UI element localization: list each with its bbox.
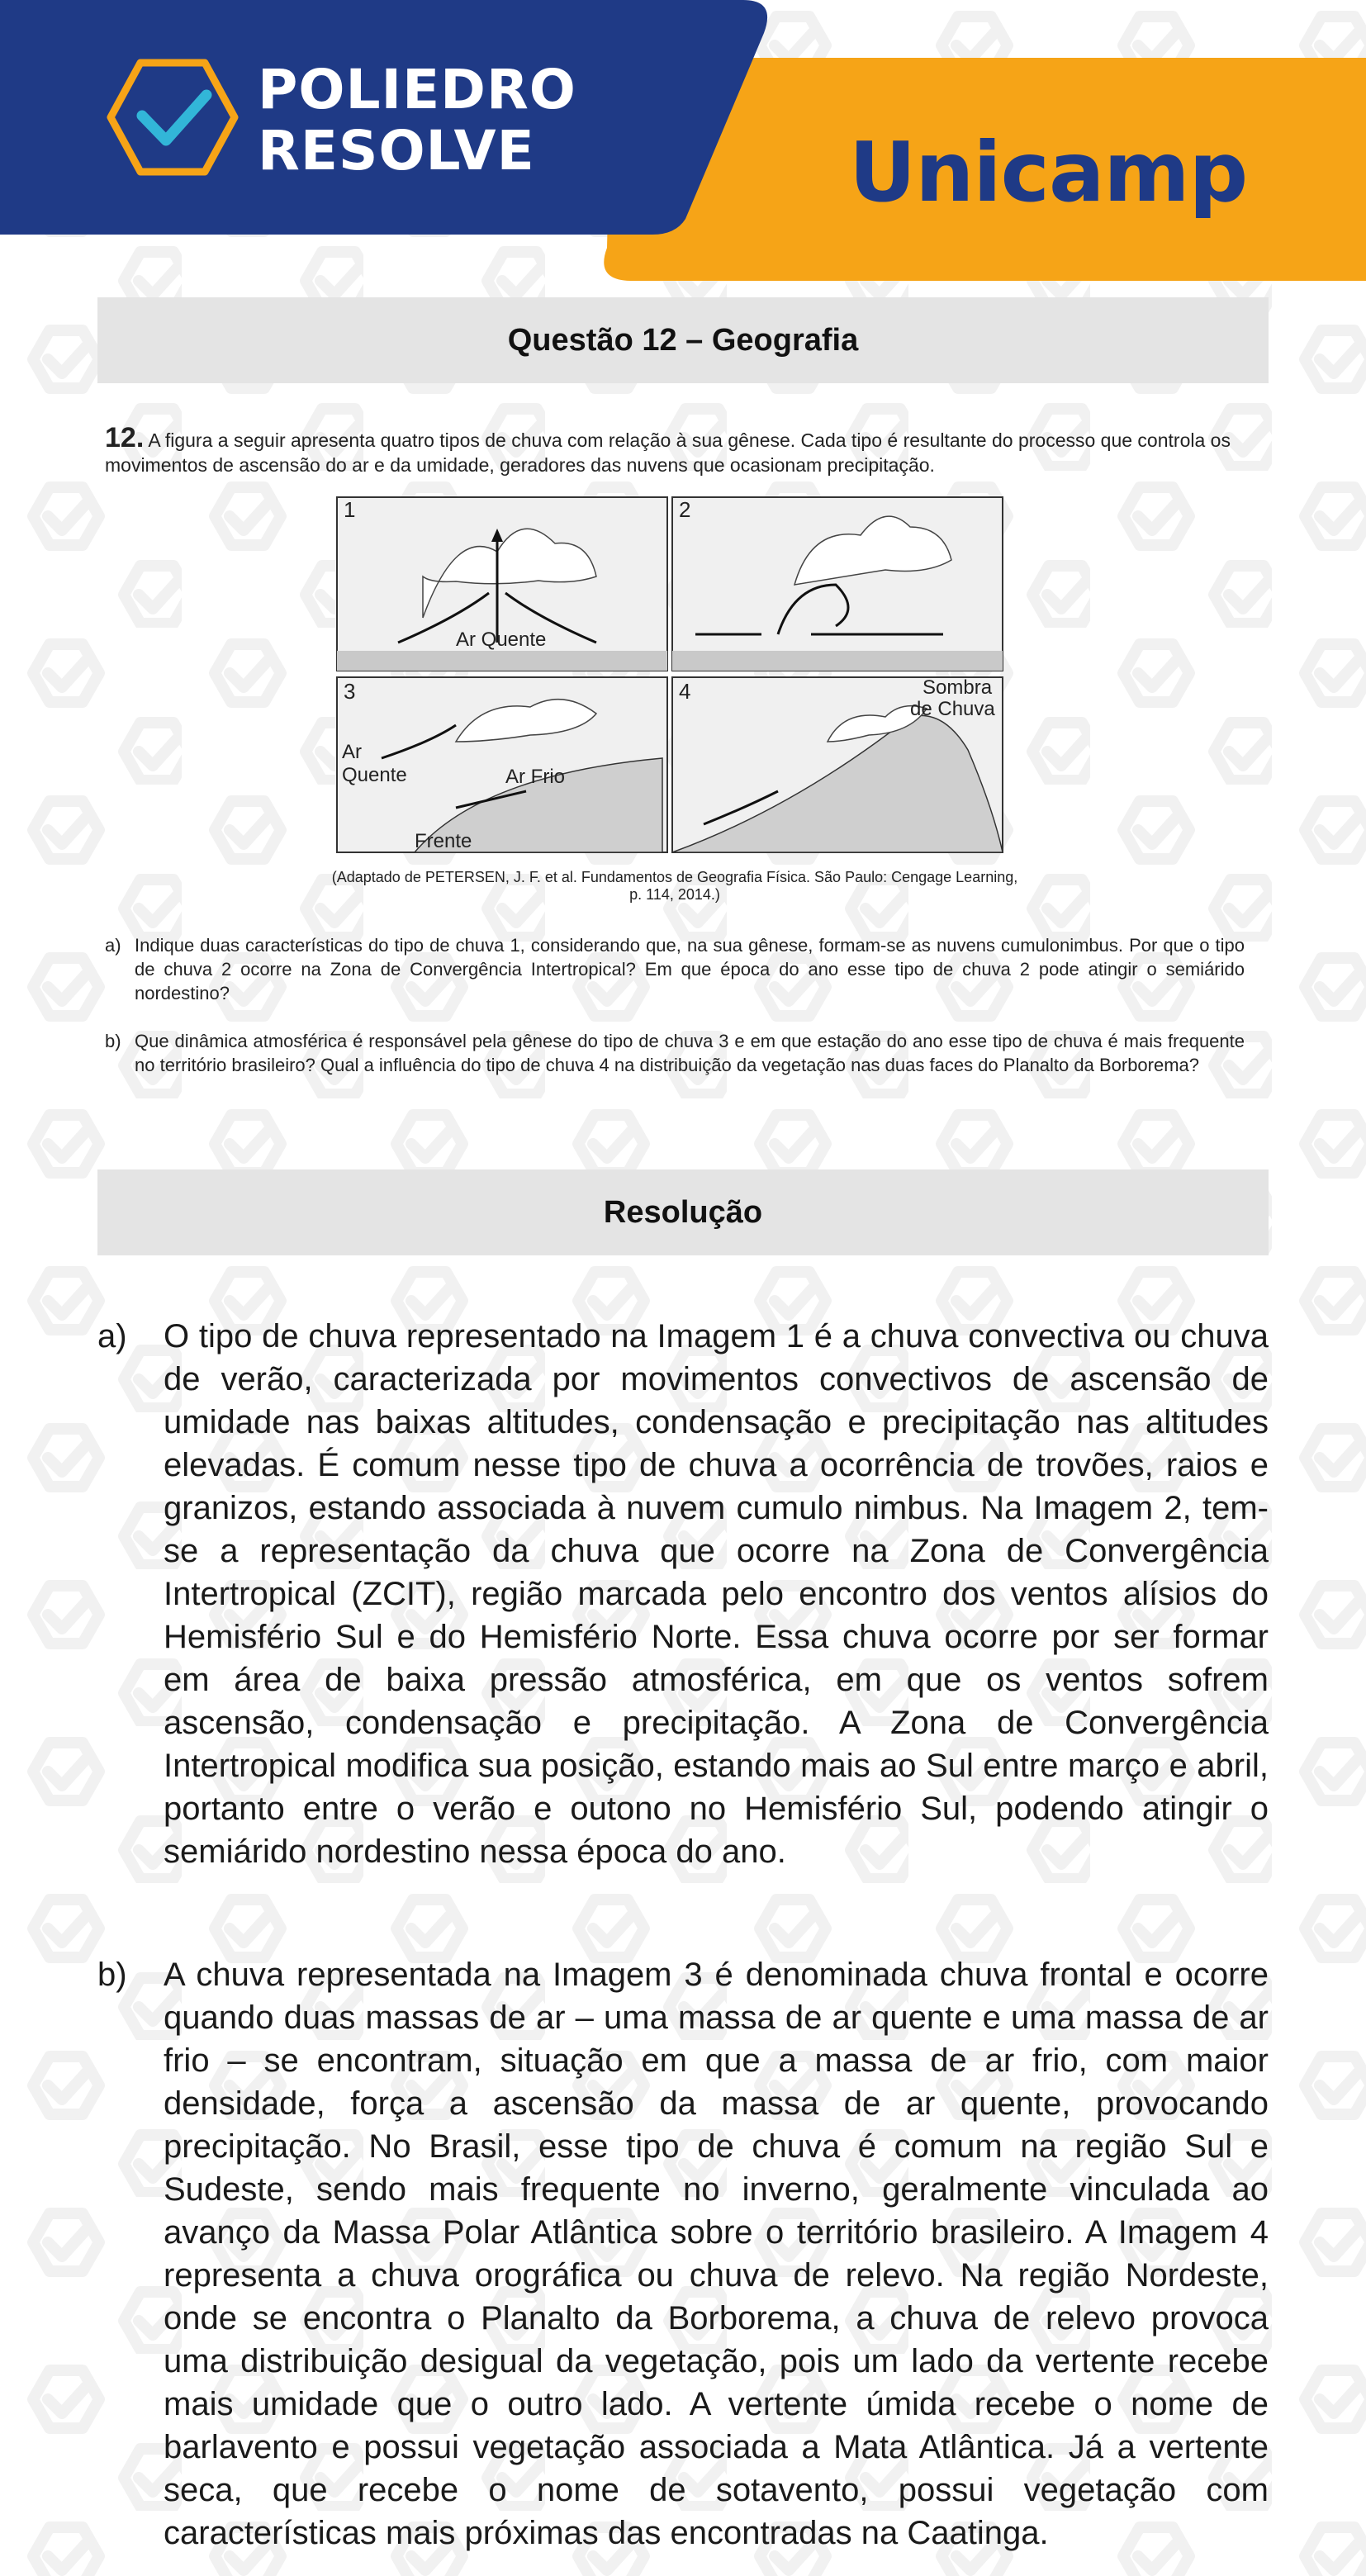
question-item-b-label: b) [105, 1031, 121, 1051]
panel-3-number: 3 [344, 679, 356, 704]
question-title: Questão 12 – Geografia [507, 322, 859, 358]
question-intro-text: A figura a seguir apresenta quatro tipos de chuva com relação à sua gênese. Cada tipo é resultante do processo que controla os movimentos de ascensão do ar e da umidade, geradores das nuvens que ocasionam precipitação. [105, 429, 1231, 476]
resolution-title-bar [97, 1169, 1269, 1255]
logo-line-2: RESOLVE [258, 119, 535, 183]
question-intro [105, 422, 1261, 477]
question-title-bar [97, 297, 1269, 383]
panel-1-label: Ar Quente [456, 629, 547, 651]
answer-b-text: A chuva representada na Imagem 3 é denominada chuva frontal e ocorre quando duas massas de ar – uma massa de ar quente e uma massa de ar frio – se encontram, situação em que a massa de ar frio, com maior densidade, força a ascensão da massa de ar quente, provocando precipitação. No Brasil, esse tipo de chuva é comum na região Sul e Sudeste, sendo mais frequente no inverno, geralmente vinculada ao avanço da Massa Polar Atlântica sobre o território brasileiro. A Imagem 4 representa a chuva orográfica ou chuva de relevo. Na região Nordeste, onde se encontra o Planalto da Borborema, a chuva de relevo provoca uma distribuição desigual da vegetação, pois um lado da vertente recebe mais umidade que o outro lado. A vertente úmida recebe o nome de barlavento e possui vegetação associada a Mata Atlântica. Já a vertente seca, que recebe o nome de sotavento, possui vegetação com características mais próximas das encontradas na Caatinga. [164, 1957, 1269, 2551]
panel-2-number: 2 [679, 497, 691, 522]
answer-a-label: a) [97, 1318, 127, 1354]
question-number: 12. [105, 422, 145, 453]
answer-a [97, 1315, 1269, 1873]
brand-title: Unicamp [849, 124, 1248, 221]
question-item-a-label: a) [105, 935, 121, 956]
rain-types-figure [332, 494, 1008, 859]
figure-caption: (Adaptado de PETERSEN, J. F. et al. Fundamentos de Geografia Física. São Paulo: Cengage Learning, p. 114, 2014.) [331, 869, 1018, 903]
panel-4-label-1: Sombra [923, 676, 993, 699]
panel-4-label-2: de Chuva [910, 698, 995, 720]
answer-b [97, 1953, 1269, 2555]
logo-line-1: POLIEDRO [258, 58, 576, 121]
panel-1-number: 1 [344, 497, 356, 522]
figure-panel-3 [337, 677, 667, 852]
panel-3-label-warm-1: Ar [342, 741, 362, 763]
question-item-a-text: Indique duas características do tipo de chuva 1, considerando que, na sua gênese, formam-se as nuvens cumulonimbus. Por que o tipo de chuva 2 ocorre na Zona de Convergência Intertropical? Em que época do ano esse tipo de chuva 2 pode atingir o semiárido nordestino? [135, 935, 1245, 1003]
figure-panel-1 [337, 497, 667, 671]
question-item-b [105, 1029, 1245, 1077]
panel-3-label-cold: Ar Frio [505, 766, 565, 788]
question-item-a [105, 933, 1245, 1005]
figure-panel-4 [672, 676, 1003, 852]
figure-panel-2 [672, 497, 1003, 671]
panel-4-number: 4 [679, 679, 691, 704]
question-item-b-text: Que dinâmica atmosférica é responsável pela gênese do tipo de chuva 3 e em que estação do ano esse tipo de chuva é mais frequente no território brasileiro? Qual a influência do tipo de chuva 4 na distribuição da vegetação nas duas faces do Planalto da Borborema? [135, 1031, 1245, 1075]
answer-a-text: O tipo de chuva representado na Imagem 1 é a chuva convectiva ou chuva de verão, caracterizada por movimentos convectivos de ascensão de umidade nas baixas altitudes, condensação e precipitação nas altitudes elevadas. É comum nesse tipo de chuva a ocorrência de trovões, raios e granizos, estando associada à nuvem cumulo nimbus. Na Imagem 2, tem-se a representação da chuva que ocorre na Zona de Convergência Intertropical (ZCIT), região marcada pelo encontro dos ventos alísios do Hemisfério Sul e do Hemisfério Norte. Essa chuva ocorre por ser formar em área de baixa pressão atmosférica, em que os ventos sofrem ascensão, condensação e precipitação. A Zona de Convergência Intertropical modifica sua posição, estando mais ao Sul entre março e abril, portanto entre o verão e outono no Hemisfério Sul, podendo atingir o semiárido nordestino nessa época do ano. [164, 1318, 1269, 1870]
logo-text [258, 59, 576, 182]
panel-3-label-warm-2: Quente [342, 764, 407, 786]
resolution-title: Resolução [603, 1194, 763, 1230]
answer-b-label: b) [97, 1957, 127, 1993]
panel-3-label-front: Frente [415, 830, 472, 852]
